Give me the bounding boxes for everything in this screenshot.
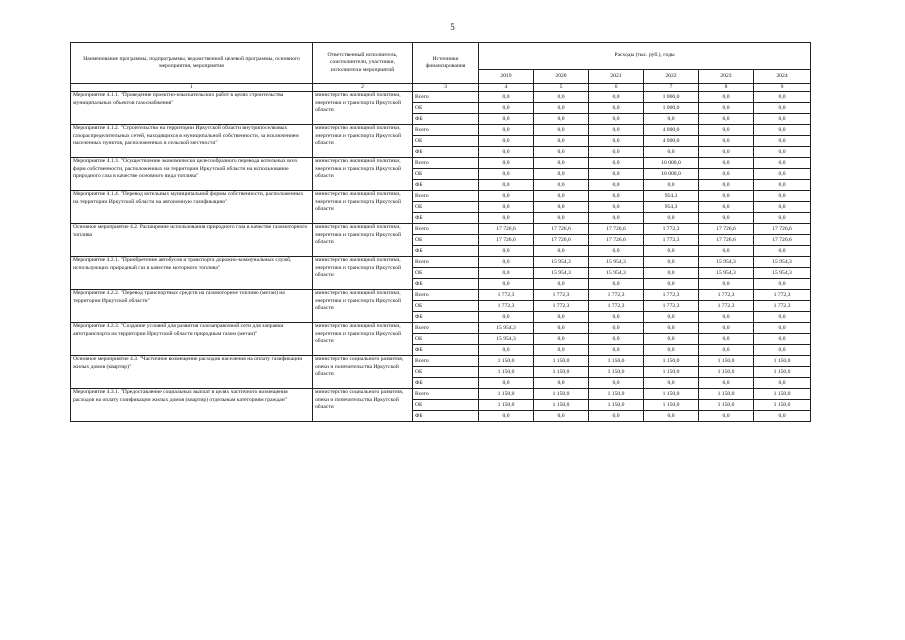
activity-name: Мероприятие 4.2.2. "Перевод транспортных средств на газомоторное топливо (метан) на территории Иркутской области" [71, 290, 313, 323]
amount-cell: 0,0 [699, 312, 754, 323]
amount-cell: 0,0 [699, 378, 754, 389]
funding-source-cell: Всего [413, 92, 479, 103]
funding-source-cell: ФБ [413, 378, 479, 389]
funding-source-cell: Всего [413, 389, 479, 400]
table-row [71, 290, 811, 301]
funding-source-cell: ФБ [413, 147, 479, 158]
funding-source-cell: ОБ [413, 268, 479, 279]
table-row [71, 191, 811, 202]
amount-cell: 1 150,0 [699, 356, 754, 367]
amount-cell: 954,3 [644, 202, 699, 213]
amount-cell: 0,0 [754, 279, 811, 290]
amount-cell: 0,0 [699, 147, 754, 158]
funding-source-cell: ОБ [413, 334, 479, 345]
amount-cell: 0,0 [479, 147, 534, 158]
amount-cell: 1 150,0 [699, 400, 754, 411]
amount-cell: 0,0 [589, 147, 644, 158]
amount-cell: 0,0 [699, 213, 754, 224]
amount-cell: 1 772,3 [644, 224, 699, 235]
activity-name: Мероприятие 4.1.3. "Осуществление экономически целесообразного перевода котельных всех форм собственности, расположенных на территории Иркутской области на использование природного газа в качестве основного вида топлива" [71, 158, 313, 191]
amount-cell: 1 772,3 [479, 290, 534, 301]
amount-cell: 17 726,6 [589, 224, 644, 235]
table-row [71, 257, 811, 268]
funding-source-cell: ФБ [413, 180, 479, 191]
activity-name: Мероприятие 4.1.4. "Перевод котельных муниципальной формы собственности, расположенных на территории Иркутской области на автономную газификацию" [71, 191, 313, 224]
amount-cell: 0,0 [754, 169, 811, 180]
amount-cell: 1 150,0 [754, 400, 811, 411]
amount-cell: 0,0 [644, 246, 699, 257]
amount-cell: 0,0 [699, 103, 754, 114]
amount-cell: 0,0 [754, 312, 811, 323]
amount-cell: 0,0 [534, 136, 589, 147]
column-index: 5 [534, 84, 589, 92]
amount-cell: 0,0 [479, 125, 534, 136]
amount-cell: 15 954,3 [534, 268, 589, 279]
executor-cell: министерство жилищной политики, энергетики и транспорта Иркутской области [313, 323, 413, 356]
amount-cell: 0,0 [589, 279, 644, 290]
column-index: 2 [313, 84, 413, 92]
amount-cell: 0,0 [479, 180, 534, 191]
column-index: 6 [589, 84, 644, 92]
amount-cell: 0,0 [534, 158, 589, 169]
amount-cell: 1 150,0 [754, 356, 811, 367]
amount-cell: 0,0 [699, 411, 754, 422]
amount-cell: 0,0 [534, 114, 589, 125]
amount-cell: 0,0 [644, 334, 699, 345]
amount-cell: 15 954,3 [589, 268, 644, 279]
executor-cell: министерство жилищной политики, энергетики и транспорта Иркутской области [313, 257, 413, 290]
amount-cell: 1 150,0 [479, 367, 534, 378]
amount-cell: 1 772,3 [534, 290, 589, 301]
amount-cell: 0,0 [699, 180, 754, 191]
amount-cell: 0,0 [534, 345, 589, 356]
amount-cell: 0,0 [699, 323, 754, 334]
amount-cell: 0,0 [589, 378, 644, 389]
amount-cell: 1 772,3 [589, 301, 644, 312]
header-year: 2019 [479, 70, 534, 84]
amount-cell: 0,0 [644, 268, 699, 279]
amount-cell: 0,0 [754, 323, 811, 334]
activity-name: Мероприятие 4.3.1. "Предоставление социальных выплат в целях частичного возмещения расходов на оплату газификации жилых домов (квартир) отдельным категориям граждан" [71, 389, 313, 422]
amount-cell: 0,0 [589, 169, 644, 180]
amount-cell: 1 772,3 [754, 301, 811, 312]
amount-cell: 1 150,0 [644, 356, 699, 367]
amount-cell: 0,0 [534, 279, 589, 290]
amount-cell: 0,0 [534, 92, 589, 103]
amount-cell: 1 150,0 [534, 400, 589, 411]
executor-cell: министерство жилищной политики, энергетики и транспорта Иркутской области [313, 290, 413, 323]
amount-cell: 1 150,0 [589, 389, 644, 400]
header-expenses: Расходы (тыс. руб.), годы [479, 43, 811, 70]
executor-cell: министерство жилищной политики, энергетики и транспорта Иркутской области [313, 191, 413, 224]
amount-cell: 0,0 [479, 345, 534, 356]
amount-cell: 0,0 [644, 378, 699, 389]
table-row [71, 356, 811, 367]
amount-cell: 0,0 [589, 312, 644, 323]
amount-cell: 1 000,0 [644, 92, 699, 103]
amount-cell: 0,0 [479, 279, 534, 290]
expenses-table [70, 42, 811, 422]
column-index: 3 [413, 84, 479, 92]
amount-cell: 0,0 [534, 180, 589, 191]
amount-cell: 10 000,0 [644, 158, 699, 169]
column-index: 7 [644, 84, 699, 92]
amount-cell: 1 150,0 [589, 367, 644, 378]
activity-name: Основное мероприятие 4.3. "Частичное возмещение расходов населения на оплату газификации жилых домов (квартир)" [71, 356, 313, 389]
amount-cell: 0,0 [534, 169, 589, 180]
amount-cell: 0,0 [699, 114, 754, 125]
amount-cell: 0,0 [534, 125, 589, 136]
amount-cell: 954,3 [644, 191, 699, 202]
amount-cell: 0,0 [479, 378, 534, 389]
activity-name: Мероприятие 4.1.1. "Проведение проектно-изыскательских работ в целях строительства муниципальных объектов газоснабжения" [71, 92, 313, 125]
amount-cell: 0,0 [589, 114, 644, 125]
table-row [71, 92, 811, 103]
amount-cell: 0,0 [479, 191, 534, 202]
column-index: 1 [71, 84, 313, 92]
amount-cell: 0,0 [589, 411, 644, 422]
funding-source-cell: Всего [413, 191, 479, 202]
funding-source-cell: Всего [413, 356, 479, 367]
amount-cell: 0,0 [589, 103, 644, 114]
amount-cell: 0,0 [534, 334, 589, 345]
amount-cell: 1 772,3 [754, 290, 811, 301]
header-name: Наименование программы, подпрограммы, ведомственной целевой программы, основного мероприятия, мероприятия [71, 43, 313, 84]
amount-cell: 1 150,0 [534, 356, 589, 367]
executor-cell: министерство жилищной политики, энергетики и транспорта Иркутской области [313, 158, 413, 191]
amount-cell: 0,0 [754, 213, 811, 224]
funding-source-cell: ФБ [413, 411, 479, 422]
amount-cell: 0,0 [754, 246, 811, 257]
amount-cell: 0,0 [479, 257, 534, 268]
executor-cell: министерство жилищной политики, энергетики и транспорта Иркутской области [313, 92, 413, 125]
activity-name: Мероприятие 4.2.1. "Приобретение автобусов и транспорта дорожно-коммунальных служб, использующих природный газ в качестве моторного топлива" [71, 257, 313, 290]
activity-name: Мероприятие 4.2.3. "Создание условий для развития газозаправочной сети для заправки автотранспорта на территории Иркутской области природным газом (метан)" [71, 323, 313, 356]
amount-cell: 0,0 [644, 411, 699, 422]
amount-cell: 0,0 [479, 268, 534, 279]
amount-cell: 0,0 [479, 202, 534, 213]
amount-cell: 0,0 [589, 136, 644, 147]
amount-cell: 0,0 [534, 213, 589, 224]
amount-cell: 0,0 [644, 257, 699, 268]
amount-cell: 0,0 [754, 136, 811, 147]
amount-cell: 1 772,3 [644, 301, 699, 312]
amount-cell: 1 150,0 [479, 400, 534, 411]
amount-cell: 1 150,0 [699, 367, 754, 378]
table-body [71, 92, 811, 422]
amount-cell: 0,0 [644, 279, 699, 290]
amount-cell: 15 954,3 [754, 268, 811, 279]
funding-source-cell: ФБ [413, 345, 479, 356]
table-row [71, 224, 811, 235]
amount-cell: 0,0 [699, 279, 754, 290]
funding-source-cell: ФБ [413, 312, 479, 323]
amount-cell: 1 150,0 [754, 389, 811, 400]
funding-source-cell: Всего [413, 224, 479, 235]
amount-cell: 4 000,0 [644, 136, 699, 147]
amount-cell: 0,0 [534, 191, 589, 202]
funding-source-cell: ОБ [413, 103, 479, 114]
amount-cell: 0,0 [479, 103, 534, 114]
table-row [71, 158, 811, 169]
amount-cell: 1 150,0 [589, 356, 644, 367]
amount-cell: 0,0 [589, 213, 644, 224]
header-year: 2022 [644, 70, 699, 84]
funding-source-cell: ОБ [413, 400, 479, 411]
header-year: 2021 [589, 70, 644, 84]
amount-cell: 1 772,3 [644, 235, 699, 246]
amount-cell: 1 150,0 [479, 356, 534, 367]
amount-cell: 0,0 [699, 202, 754, 213]
activity-name: Основное мероприятие 4.2. Расширение использования природного газа в качестве газомоторного топлива [71, 224, 313, 257]
amount-cell: 0,0 [699, 169, 754, 180]
table-row [71, 125, 811, 136]
amount-cell: 0,0 [589, 180, 644, 191]
executor-cell: министерство жилищной политики, энергетики и транспорта Иркутской области [313, 224, 413, 257]
amount-cell: 0,0 [534, 312, 589, 323]
amount-cell: 0,0 [754, 202, 811, 213]
amount-cell: 0,0 [754, 334, 811, 345]
amount-cell: 0,0 [479, 246, 534, 257]
amount-cell: 1 772,3 [589, 290, 644, 301]
funding-source-cell: ФБ [413, 114, 479, 125]
amount-cell: 0,0 [479, 312, 534, 323]
amount-cell: 4 000,0 [644, 125, 699, 136]
amount-cell: 0,0 [534, 323, 589, 334]
amount-cell: 0,0 [589, 92, 644, 103]
amount-cell: 1 150,0 [644, 367, 699, 378]
amount-cell: 1 772,3 [534, 301, 589, 312]
column-index: 8 [699, 84, 754, 92]
header-year: 2023 [699, 70, 754, 84]
table-row [71, 323, 811, 334]
amount-cell: 10 000,0 [644, 169, 699, 180]
amount-cell: 0,0 [644, 147, 699, 158]
amount-cell: 0,0 [644, 323, 699, 334]
amount-cell: 17 726,6 [754, 235, 811, 246]
amount-cell: 17 726,6 [699, 224, 754, 235]
funding-source-cell: ОБ [413, 169, 479, 180]
amount-cell: 17 726,6 [534, 224, 589, 235]
activity-name: Мероприятие 4.1.2. "Строительство на территории Иркутской области внутрипоселковых газораспределительных сетей, находящихся в муниципальной собственности, за исключением населенных пунктов, расположенных в сельской местности" [71, 125, 313, 158]
amount-cell: 1 150,0 [534, 367, 589, 378]
table-row [71, 389, 811, 400]
amount-cell: 0,0 [644, 114, 699, 125]
funding-source-cell: ФБ [413, 213, 479, 224]
header-year: 2024 [754, 70, 811, 84]
amount-cell: 1 000,0 [644, 103, 699, 114]
amount-cell: 0,0 [754, 103, 811, 114]
funding-source-cell: ОБ [413, 301, 479, 312]
amount-cell: 15 954,3 [534, 257, 589, 268]
amount-cell: 0,0 [754, 378, 811, 389]
amount-cell: 0,0 [644, 345, 699, 356]
amount-cell: 0,0 [534, 202, 589, 213]
amount-cell: 15 954,3 [479, 334, 534, 345]
funding-source-cell: Всего [413, 323, 479, 334]
amount-cell: 1 150,0 [644, 389, 699, 400]
amount-cell: 0,0 [479, 92, 534, 103]
amount-cell: 15 954,3 [479, 323, 534, 334]
amount-cell: 1 772,3 [699, 301, 754, 312]
amount-cell: 0,0 [479, 411, 534, 422]
column-index: 9 [754, 84, 811, 92]
amount-cell: 0,0 [589, 191, 644, 202]
amount-cell: 0,0 [589, 334, 644, 345]
amount-cell: 1 150,0 [479, 389, 534, 400]
amount-cell: 0,0 [754, 92, 811, 103]
amount-cell: 1 150,0 [699, 389, 754, 400]
amount-cell: 0,0 [479, 136, 534, 147]
executor-cell: министерство социального развития, опеки и попечительства Иркутской области [313, 389, 413, 422]
amount-cell: 0,0 [754, 180, 811, 191]
amount-cell: 0,0 [754, 114, 811, 125]
amount-cell: 0,0 [589, 323, 644, 334]
amount-cell: 0,0 [754, 147, 811, 158]
amount-cell: 15 954,3 [699, 257, 754, 268]
amount-cell: 0,0 [754, 411, 811, 422]
header-year: 2020 [534, 70, 589, 84]
amount-cell: 0,0 [589, 246, 644, 257]
header-source: Источники финансирования [413, 43, 479, 84]
amount-cell: 17 726,6 [479, 224, 534, 235]
amount-cell: 0,0 [534, 411, 589, 422]
amount-cell: 15 954,3 [754, 257, 811, 268]
funding-source-cell: ОБ [413, 136, 479, 147]
funding-source-cell: Всего [413, 257, 479, 268]
amount-cell: 0,0 [534, 147, 589, 158]
executor-cell: министерство жилищной политики, энергетики и транспорта Иркутской области [313, 125, 413, 158]
amount-cell: 0,0 [479, 169, 534, 180]
amount-cell: 0,0 [479, 213, 534, 224]
amount-cell: 0,0 [644, 180, 699, 191]
amount-cell: 0,0 [644, 213, 699, 224]
amount-cell: 0,0 [699, 191, 754, 202]
funding-source-cell: ОБ [413, 235, 479, 246]
funding-source-cell: Всего [413, 158, 479, 169]
amount-cell: 0,0 [699, 345, 754, 356]
amount-cell: 1 150,0 [644, 400, 699, 411]
amount-cell: 1 772,3 [479, 301, 534, 312]
amount-cell: 0,0 [699, 246, 754, 257]
amount-cell: 1 150,0 [589, 400, 644, 411]
amount-cell: 17 726,6 [534, 235, 589, 246]
amount-cell: 0,0 [754, 345, 811, 356]
amount-cell: 15 954,3 [589, 257, 644, 268]
amount-cell: 0,0 [534, 378, 589, 389]
amount-cell: 0,0 [479, 158, 534, 169]
amount-cell: 17 726,6 [754, 224, 811, 235]
header-executor: Ответственный исполнитель, соисполнители, участники, исполнители мероприятий [313, 43, 413, 84]
funding-source-cell: ФБ [413, 246, 479, 257]
amount-cell: 0,0 [754, 158, 811, 169]
column-index: 4 [479, 84, 534, 92]
amount-cell: 0,0 [754, 125, 811, 136]
amount-cell: 15 954,3 [699, 268, 754, 279]
amount-cell: 1 772,3 [699, 290, 754, 301]
amount-cell: 0,0 [589, 345, 644, 356]
amount-cell: 0,0 [534, 246, 589, 257]
funding-source-cell: ОБ [413, 367, 479, 378]
page-number: 5 [450, 22, 455, 32]
amount-cell: 0,0 [589, 158, 644, 169]
executor-cell: министерство социального развития, опеки и попечительства Иркутской области [313, 356, 413, 389]
funding-source-cell: Всего [413, 290, 479, 301]
amount-cell: 0,0 [699, 136, 754, 147]
amount-cell: 0,0 [534, 103, 589, 114]
amount-cell: 17 726,6 [479, 235, 534, 246]
amount-cell: 0,0 [589, 202, 644, 213]
amount-cell: 17 726,6 [589, 235, 644, 246]
funding-source-cell: ФБ [413, 279, 479, 290]
funding-source-cell: Всего [413, 125, 479, 136]
amount-cell: 0,0 [589, 125, 644, 136]
amount-cell: 1 772,3 [644, 290, 699, 301]
amount-cell: 17 726,6 [699, 235, 754, 246]
amount-cell: 1 150,0 [534, 389, 589, 400]
amount-cell: 0,0 [699, 334, 754, 345]
amount-cell: 0,0 [644, 312, 699, 323]
amount-cell: 0,0 [699, 92, 754, 103]
amount-cell: 1 150,0 [754, 367, 811, 378]
amount-cell: 0,0 [479, 114, 534, 125]
funding-source-cell: ОБ [413, 202, 479, 213]
amount-cell: 0,0 [699, 125, 754, 136]
amount-cell: 0,0 [754, 191, 811, 202]
amount-cell: 0,0 [699, 158, 754, 169]
